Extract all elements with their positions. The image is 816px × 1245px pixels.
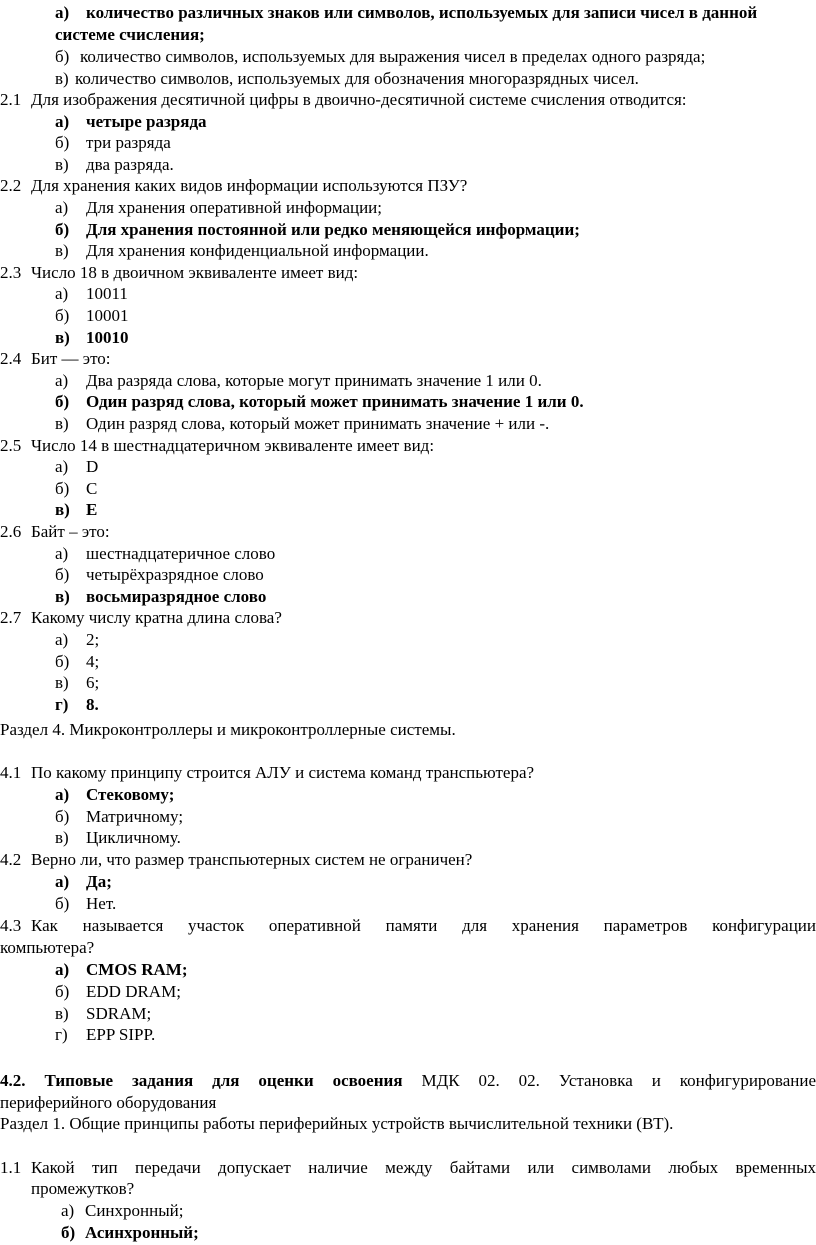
option-text: Матричному; <box>86 806 184 826</box>
question-text: Число 18 в двоичном эквиваленте имеет вид: <box>31 262 359 282</box>
option-letter: а) <box>55 543 69 563</box>
question-number: 2.3 <box>0 262 22 282</box>
option-text: 10010 <box>86 327 129 347</box>
question-number: 4.2 <box>0 850 22 870</box>
question-text: Для хранения каких видов информации используются ПЗУ? <box>31 176 468 196</box>
option-letter: а) <box>55 457 69 477</box>
option-letter: в) <box>55 586 70 606</box>
option-text: Цикличному. <box>86 828 181 848</box>
option-text: 4; <box>86 651 100 671</box>
option-text: четыре разряда <box>86 111 207 131</box>
option-text: SDRAM; <box>86 1003 152 1023</box>
option-text: четырёхразрядное слово <box>86 565 264 585</box>
question-text: Как называется участок оперативной памяти для хранения параметров конфигурации <box>31 916 816 935</box>
option-text: Да; <box>86 872 112 891</box>
option-text: шестнадцатеричное слово <box>86 543 276 563</box>
option-text: количество символов, используемых для выражения чисел в пределах одного разряда; <box>80 47 706 66</box>
option-letter: б) <box>55 893 70 913</box>
question-number: 2.5 <box>0 435 22 455</box>
question-number: 2.1 <box>0 90 22 109</box>
option-text: восьмиразрядное слово <box>86 586 267 606</box>
option-letter: г) <box>55 694 69 714</box>
option-letter: в) <box>55 154 69 174</box>
option-text: CMOS RAM; <box>86 960 188 979</box>
option-letter: а) <box>55 111 70 131</box>
option-letter: б) <box>55 219 70 239</box>
option-letter: а) <box>55 630 69 649</box>
question-text: Для изображения десятичной цифры в двоично-десятичной системе счисления отводится: <box>31 90 687 109</box>
question-text: Какому числу кратна длина слова? <box>31 608 282 628</box>
option-text: Для хранения оперативной информации; <box>86 198 383 217</box>
option-letter: г) <box>55 1025 68 1045</box>
section-heading-text: Раздел 4. Микроконтроллеры и микроконтроллерные системы. <box>0 720 456 739</box>
option-letter: а) <box>55 370 69 390</box>
option-text: EPP SIPP. <box>86 1025 156 1045</box>
question-number: 2.4 <box>0 349 22 369</box>
option-letter: в) <box>55 69 69 88</box>
question-text: Верно ли, что размер транспьютерных систем не ограничен? <box>31 850 473 870</box>
question-text: Какой тип передачи допускает наличие между байтами или символами любых временных <box>31 1158 816 1177</box>
question-text-cont: компьютера? <box>0 938 95 957</box>
option-letter: в) <box>55 1003 69 1023</box>
option-letter: б) <box>55 392 70 412</box>
option-text: 10011 <box>86 284 128 304</box>
question-text: Байт – это: <box>31 522 110 541</box>
option-letter: а) <box>55 284 69 304</box>
question-number: 4.3 <box>0 916 22 935</box>
section-4-2-normal: МДК 02. 02. Установка и конфигурирование <box>421 1071 816 1090</box>
option-text: Стековому; <box>86 784 175 804</box>
option-letter: в) <box>55 327 70 347</box>
question-text: По какому принципу строится АЛУ и система команд транспьютера? <box>31 763 535 782</box>
option-letter: а) <box>55 3 70 22</box>
option-text: 2; <box>86 630 100 649</box>
section-4-2-heading-line <box>0 1070 816 1092</box>
option-letter: б) <box>55 565 70 585</box>
question-number: 2.6 <box>0 522 22 541</box>
option-letter: в) <box>55 673 69 693</box>
option-letter: б) <box>55 306 70 325</box>
option-letter: б) <box>55 981 70 1001</box>
option-letter: а) <box>55 198 69 217</box>
option-text: D <box>86 457 99 477</box>
question-text-cont: промежутков? <box>31 1179 135 1198</box>
option-letter: а) <box>55 960 70 979</box>
option-text: Синхронный; <box>85 1201 184 1220</box>
option-letter: а) <box>55 872 70 891</box>
option-text: EDD DRAM; <box>86 981 181 1001</box>
question-text: Бит — это: <box>31 349 111 369</box>
section-4-2-bold: 4.2. Типовые задания для оценки освоения <box>0 1071 403 1090</box>
option-letter: а) <box>61 1201 75 1220</box>
option-text: количество символов, используемых для обозначения многоразрядных чисел. <box>75 69 639 88</box>
option-text: Асинхронный; <box>85 1223 199 1242</box>
option-text: Для хранения постоянной или редко меняющейся информации; <box>86 219 580 239</box>
option-text: три разряда <box>86 133 171 153</box>
question-number: 2.7 <box>0 608 22 628</box>
option-text: Для хранения конфиденциальной информации. <box>86 241 429 261</box>
option-letter: б) <box>61 1223 76 1242</box>
option-text: C <box>86 478 98 498</box>
option-letter: б) <box>55 133 70 153</box>
option-letter: в) <box>55 828 69 848</box>
option-text: количество различных знаков или символов, используемых для записи чисел в данной <box>86 3 758 22</box>
question-number: 4.1 <box>0 763 22 782</box>
option-letter: в) <box>55 414 69 433</box>
question-number: 1.1 <box>0 1158 22 1177</box>
question-number: 2.2 <box>0 176 22 196</box>
section-4-2-line2: периферийного оборудования <box>0 1093 217 1112</box>
option-letter: б) <box>55 47 70 66</box>
option-text: Два разряда слова, которые могут принимать значение 1 или 0. <box>86 370 542 390</box>
option-letter: в) <box>55 500 70 520</box>
option-text: 10001 <box>86 306 129 325</box>
option-text-cont: системе счисления; <box>55 25 205 44</box>
option-letter: б) <box>55 478 70 498</box>
option-text: Один разряд слова, который может принимать значение + или -. <box>86 414 550 433</box>
option-text: E <box>86 500 98 520</box>
option-text: два разряда. <box>86 154 174 174</box>
option-letter: в) <box>55 241 69 261</box>
option-letter: а) <box>55 784 70 804</box>
option-letter: б) <box>55 806 70 826</box>
option-text: Нет. <box>86 893 117 913</box>
section-heading-text: Раздел 1. Общие принципы работы периферийных устройств вычислительной техники (ВТ). <box>0 1114 674 1133</box>
option-letter: б) <box>55 651 70 671</box>
option-text: Один разряд слова, который может принимать значение 1 или 0. <box>86 392 584 412</box>
option-text: 8. <box>86 694 99 714</box>
question-text: Число 14 в шестнадцатеричном эквиваленте имеет вид: <box>31 435 435 455</box>
option-text: 6; <box>86 673 100 693</box>
